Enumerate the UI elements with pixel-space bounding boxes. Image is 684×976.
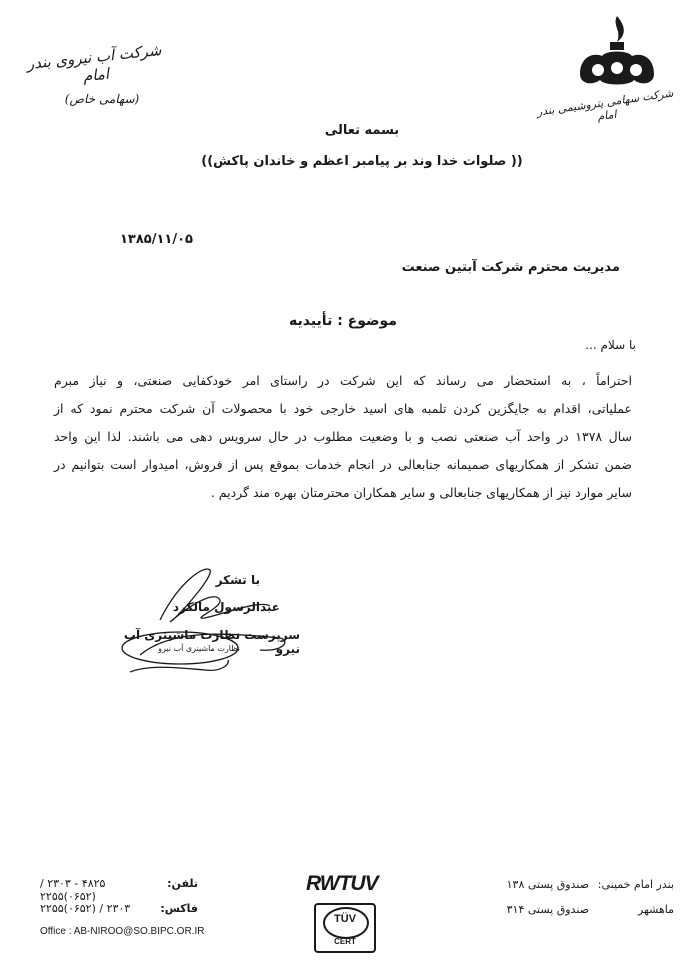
tel-value: ۴۸۲۵ - ۲۳۰۳ / (۰۶۵۲)۲۲۵۵ <box>40 877 106 903</box>
signature-scribble <box>110 560 310 690</box>
fax-value: ۲۳۰۳ / (۰۶۵۲)۲۲۵۵ <box>40 902 131 915</box>
right-header-company: شرکت سهامی پتروشیمی بندر امام <box>535 86 675 124</box>
recipient: مدیریت محترم شرکت آبتین صنعت <box>401 260 620 275</box>
fax-label: فاکس: <box>160 902 198 915</box>
rwtuv-mark: RWTUV <box>306 872 378 895</box>
salawat: (( صلوات خدا وند بر پیامبر اعظم و خاندان پاکش)) <box>201 154 523 169</box>
left-header-company: شرکت آب نیروی بندر امام <box>25 41 163 86</box>
subject: موضوع : تأییدیه <box>289 313 397 329</box>
tuv-label: TÜV <box>334 913 356 925</box>
body-line-4: ضمن تشکر از همکاریهای صمیمانه جنابعالی در انجام خدمات بموقع پس از فروش، امیدوار است بتوانیم در <box>54 457 632 472</box>
body-line-3: سال ۱۳۷۸ در واحد آب صنعتی نصب و با وضعیت مطلوب در حال سرویس دهی می باشند. لذا این واحد <box>54 429 632 444</box>
addr1-city: بندر امام خمینی: <box>597 878 674 891</box>
closing: با تشکر <box>215 573 260 587</box>
basmala: بسمه تعالی <box>324 123 400 138</box>
body-line-2: عملیاتی، اقدام به جایگزین کردن تلمبه های اسید خارجی خود با محصولات آن شرکت محترم نمود که از <box>54 401 632 416</box>
body-line-1: احتراماً ، به استحضار می رساند که این شرکت در راستای امر خودکفایی صنعتی، و نیاز مبرم <box>54 373 632 388</box>
signer-name: عبدالرسول مالکرد <box>172 600 280 614</box>
letter-date: ۱۳۸۵/۱۱/۰۵ <box>120 232 193 247</box>
cert-label: CERT <box>334 937 356 946</box>
office-email: Office : AB-NIROO@SO.BIPC.OR.IR <box>40 926 205 937</box>
stamp-text: نظارت ماشینری آب نیرو <box>158 644 240 653</box>
tuv-cert-logo <box>314 903 376 953</box>
tel-label: تلفن: <box>167 877 198 890</box>
addr2-city: ماهشهر <box>638 903 674 916</box>
left-header-type: (سهامی خاص) <box>64 92 140 106</box>
logo-flame-icon <box>572 12 662 92</box>
signer-title: سرپرست نظارت ماشینری آب نیرو <box>123 628 300 656</box>
addr2-box: صندوق پستی ۳۱۴ <box>506 903 589 916</box>
petrochemical-logo <box>572 12 662 92</box>
addr1-box: صندوق پستی ۱۳۸ <box>506 878 589 891</box>
body-line-5: سایر موارد نیز از همکاریهای جنابعالی و سایر همکاران محترمتان بهره مند گردیم . <box>210 485 632 500</box>
greeting: با سلام ... <box>585 338 636 352</box>
